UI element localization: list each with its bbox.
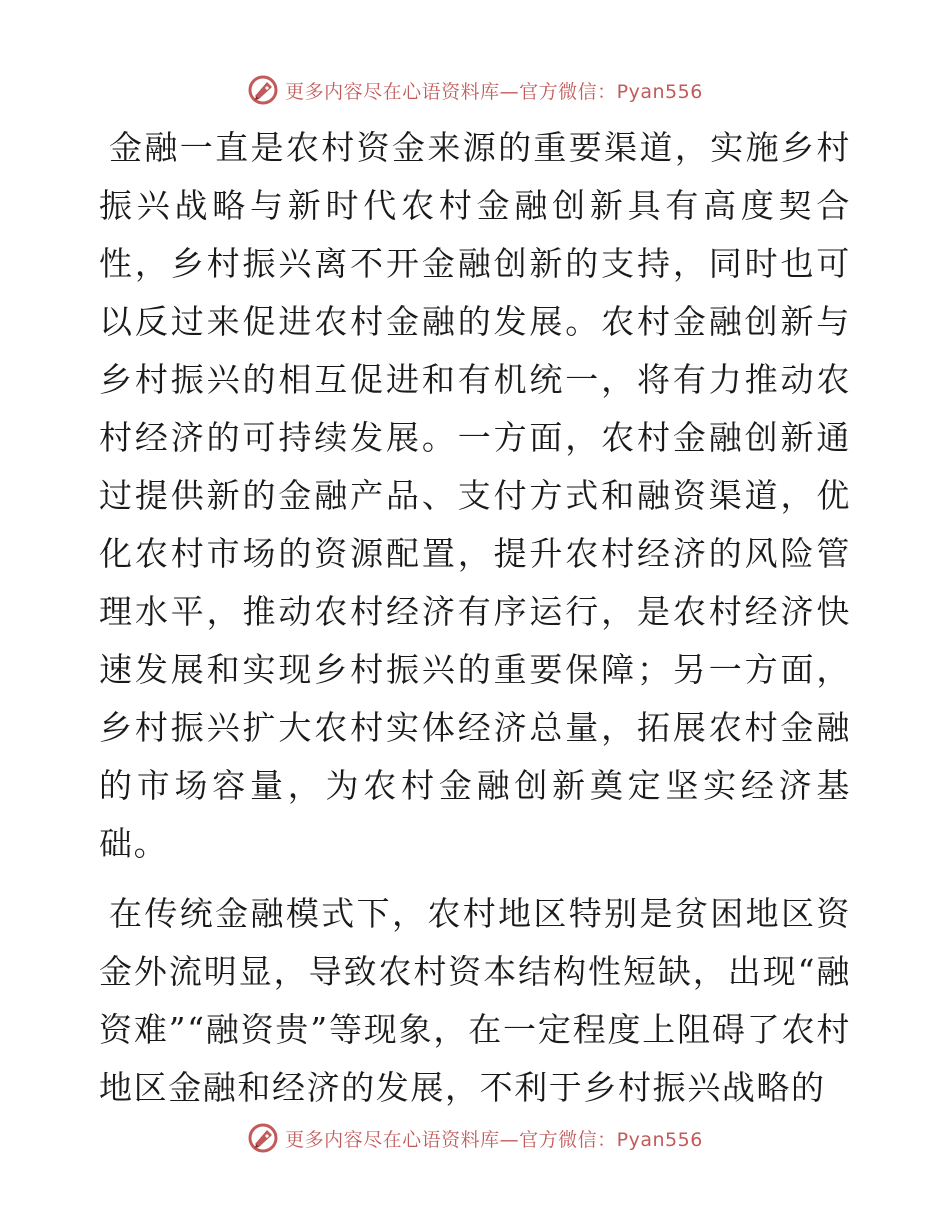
document-body: [99, 119, 851, 1117]
header-watermark-text: 更多内容尽在心语资料库—官方微信：Pyan556: [285, 80, 703, 103]
pen-nib-logo-icon: [247, 74, 279, 106]
header-watermark: [0, 70, 950, 110]
footer-watermark-text: 更多内容尽在心语资料库—官方微信：Pyan556: [285, 1128, 703, 1151]
footer-watermark: [0, 1118, 950, 1158]
paragraph-1: 金融一直是农村资金来源的重要渠道，实施乡村振兴战略与新时代农村金融创新具有高度契合性，乡村振兴离不开金融创新的支持，同时也可以反过来促进农村金融的发展。农村金融创新与乡村振兴的相互促进和有机统一，将有力推动农村经济的可持续发展。一方面，农村金融创新通过提供新的金融产品、支付方式和融资渠道，优化农村市场的资源配置，提升农村经济的风险管理水平，推动农村经济有序运行，是农村经济快速发展和实现乡村振兴的重要保障；另一方面，乡村振兴扩大农村实体经济总量，拓展农村金融的市场容量，为农村金融创新奠定坚实经济基础。: [99, 128, 851, 863]
pen-nib-logo-icon: [247, 1122, 279, 1154]
paragraph-2: 在传统金融模式下，农村地区特别是贫困地区资金外流明显，导致农村资本结构性短缺，出现“融资难”“融资贵”等现象，在一定程度上阻碍了农村地区金融和经济的发展，不利于乡村振兴战略的: [99, 894, 851, 1107]
